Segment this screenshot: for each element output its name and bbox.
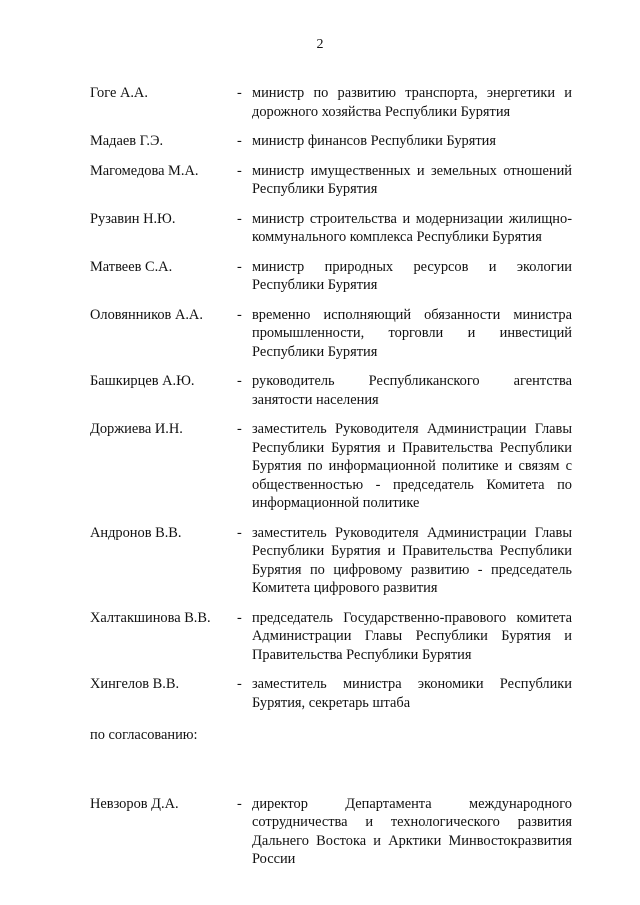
- member-position: заместитель Руководителя Администрации Главы Республики Бурятия и Правительства Республики Бурятия по цифровому развитию - председатель Комитета цифрового развития: [252, 524, 572, 596]
- list-item: [0, 372, 640, 409]
- member-name: Невзоров Д.А.: [90, 795, 179, 812]
- dash: -: [237, 258, 242, 275]
- list-item: [0, 258, 640, 295]
- dash: -: [237, 210, 242, 227]
- dash: -: [237, 162, 242, 179]
- list-item: [0, 524, 640, 598]
- list-item: [0, 132, 640, 151]
- member-position: заместитель Руководителя Администрации Главы Республики Бурятия и Правительства Республики Бурятия по информационной политике и связям с общественностью - председатель Комитета по информационной политике: [252, 421, 572, 511]
- dash: -: [237, 609, 242, 626]
- list-item: [0, 795, 640, 869]
- member-position: временно исполняющий обязанности министра промышленности, торговли и инвестиций Республики Бурятия: [252, 306, 572, 360]
- dash: -: [237, 676, 242, 692]
- dash: -: [237, 421, 242, 437]
- dash: -: [237, 85, 242, 101]
- member-name: Башкирцев А.Ю.: [90, 373, 195, 389]
- member-position: министр строительства и модернизации жилищно-коммунального комплекса Республики Бурятия: [252, 210, 572, 245]
- member-name: Рузавин Н.Ю.: [90, 210, 176, 227]
- member-name: Андронов В.В.: [90, 524, 182, 541]
- member-position: министр финансов Республики Бурятия: [252, 133, 496, 149]
- member-position: председатель Государственно-правового комитета Администрации Главы Республики Бурятия и Правительства Республики Бурятия: [252, 609, 572, 663]
- list-item: [0, 306, 640, 362]
- dash: -: [237, 306, 242, 323]
- member-position: руководитель Республиканского агентства занятости населения: [252, 373, 572, 408]
- list-item: [0, 84, 640, 121]
- list-item: [0, 675, 640, 712]
- member-position: заместитель министра экономики Республики Бурятия, секретарь штаба: [252, 676, 572, 711]
- member-name: Оловянников А.А.: [90, 306, 203, 323]
- member-name: Мадаев Г.Э.: [90, 133, 164, 149]
- list-item: [0, 609, 640, 665]
- member-name: Магомедова М.А.: [90, 162, 199, 179]
- page-number: 2: [316, 37, 324, 52]
- dash: -: [237, 795, 242, 812]
- member-name: Доржиева И.Н.: [90, 421, 183, 437]
- member-position: министр по развитию транспорта, энергетики и дорожного хозяйства Республики Бурятия: [252, 85, 572, 120]
- member-name: Матвеев С.А.: [90, 258, 173, 275]
- member-name: Хингелов В.В.: [90, 676, 180, 692]
- member-position: директор Департамента международного сотрудничества и технологического развития Дальнего Востока и Арктики Минвостокразвития России: [252, 795, 572, 867]
- dash: -: [237, 524, 242, 541]
- section-label-agreement: по согласованию:: [90, 727, 198, 743]
- list-item: [0, 162, 640, 199]
- list-item: [0, 210, 640, 247]
- dash: -: [237, 133, 242, 149]
- list-item: [0, 420, 640, 513]
- member-position: министр имущественных и земельных отношений Республики Бурятия: [252, 162, 572, 197]
- member-position: министр природных ресурсов и экологии Республики Бурятия: [252, 258, 572, 293]
- member-name: Гоге А.А.: [90, 85, 148, 101]
- member-list: [0, 84, 640, 880]
- dash: -: [237, 373, 242, 389]
- member-name: Халтакшинова В.В.: [90, 609, 211, 626]
